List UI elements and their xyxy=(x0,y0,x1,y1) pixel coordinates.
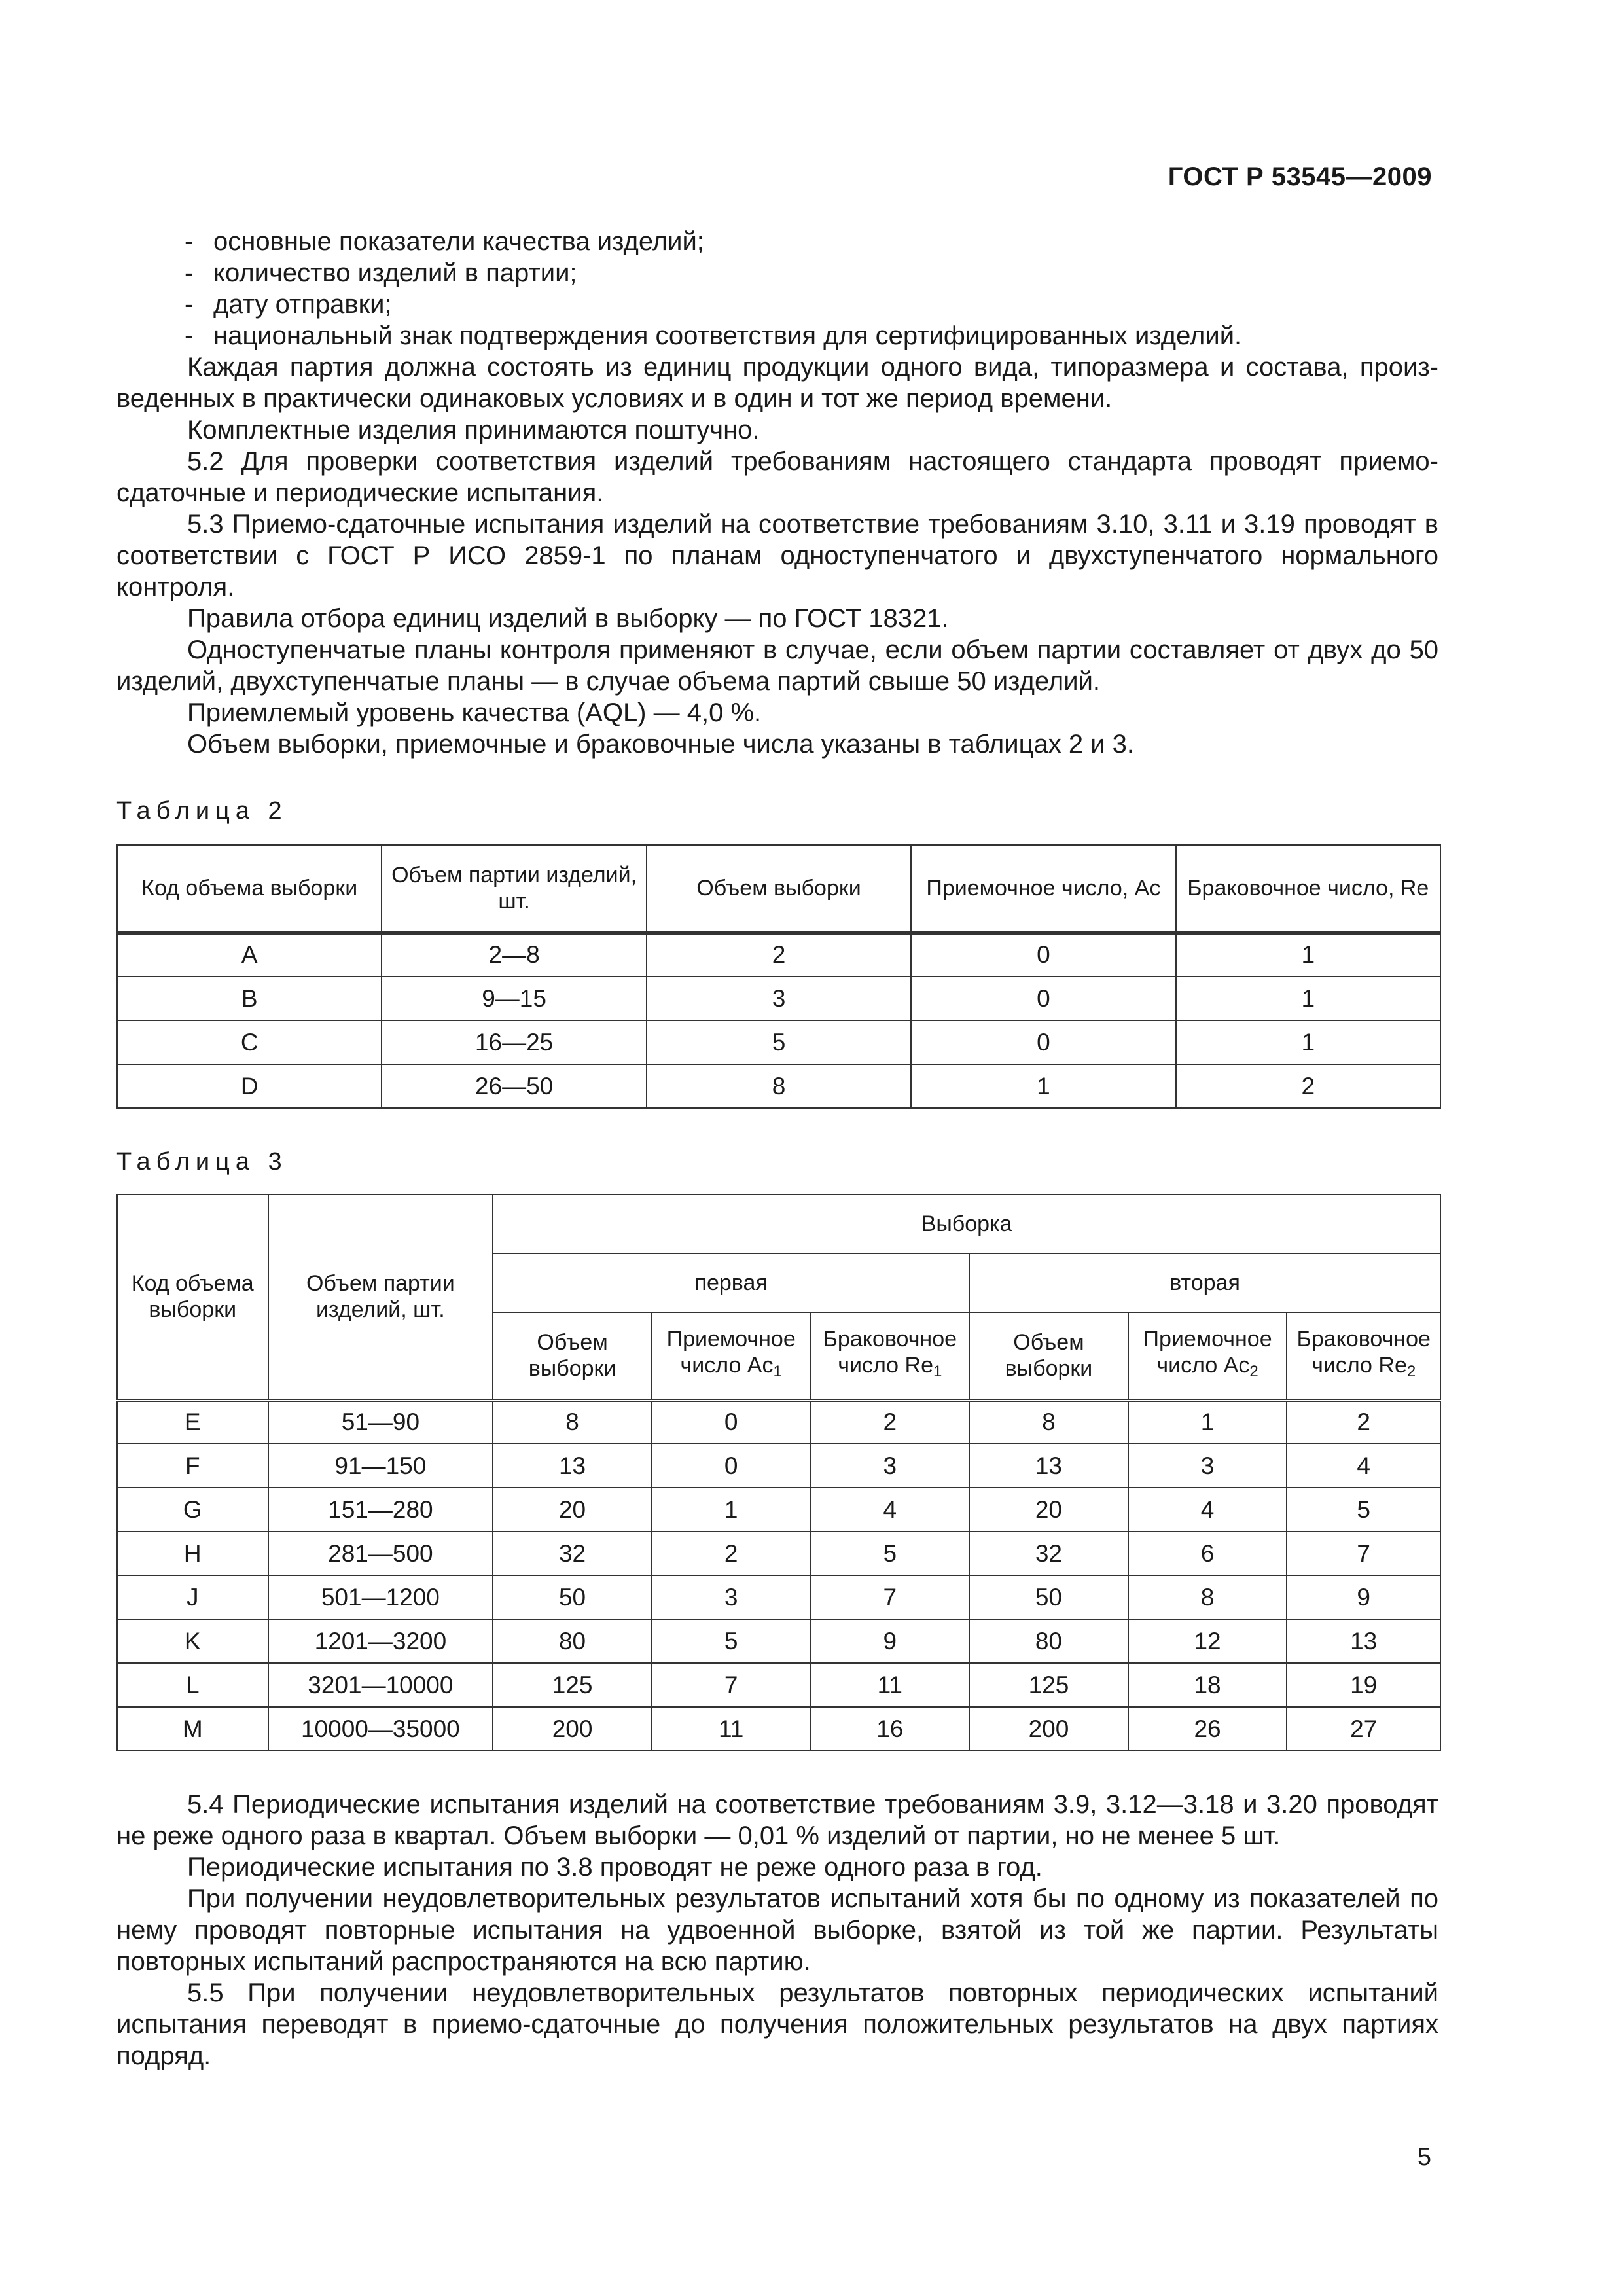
table-cell: 200 xyxy=(969,1707,1128,1751)
table-cell: 13 xyxy=(1287,1619,1440,1663)
table-cell: 3 xyxy=(1128,1444,1287,1488)
table-cell: 12 xyxy=(1128,1619,1287,1663)
table-cell: 0 xyxy=(652,1444,811,1488)
table-cell: 27 xyxy=(1287,1707,1440,1751)
table-cell: K xyxy=(117,1619,268,1663)
table-cell: 0 xyxy=(652,1400,811,1444)
table-header-cell: Объем выборки xyxy=(647,845,911,933)
table-cell: 501—1200 xyxy=(268,1575,493,1619)
table-header-cell: Объем партии изделий, шт. xyxy=(382,845,646,933)
table-3 xyxy=(116,1194,1441,1751)
list-item: - основные показатели качества изделий; xyxy=(185,227,704,256)
table-cell: 20 xyxy=(969,1488,1128,1532)
table-cell: 1 xyxy=(911,1064,1175,1108)
table-cell: 10000—35000 xyxy=(268,1707,493,1751)
table-cell: 5 xyxy=(652,1619,811,1663)
table-cell: J xyxy=(117,1575,268,1619)
page-number: 5 xyxy=(1417,2144,1431,2171)
document-code: ГОСТ Р 53545—2009 xyxy=(1168,162,1432,191)
table-cell: F xyxy=(117,1444,268,1488)
table-cell: 2 xyxy=(1287,1400,1440,1444)
table-header-cell: Браковочное число $Re_1$ xyxy=(811,1312,970,1400)
table-row xyxy=(117,1444,1440,1488)
paragraph: Периодические испытания по 3.8 проводят не реже одного раза в год. xyxy=(187,1853,1043,1882)
table-cell: 8 xyxy=(493,1400,652,1444)
table-2 xyxy=(116,844,1441,1109)
table-cell: 4 xyxy=(1128,1488,1287,1532)
table-row xyxy=(117,1707,1440,1751)
table-cell: 5 xyxy=(1287,1488,1440,1532)
table-cell: 32 xyxy=(969,1532,1128,1575)
table-cell: 9 xyxy=(1287,1575,1440,1619)
table-row xyxy=(117,977,1440,1020)
table2-caption: Таблица 2 xyxy=(116,797,288,825)
list-item: - национальный знак подтверждения соответствия для сертифицированных изделий. xyxy=(185,321,1242,350)
table-cell: 1 xyxy=(1128,1400,1287,1444)
table-cell: 1 xyxy=(1176,977,1440,1020)
table-cell: 26 xyxy=(1128,1707,1287,1751)
table-cell: 6 xyxy=(1128,1532,1287,1575)
table-cell: 2 xyxy=(652,1532,811,1575)
table-cell: 13 xyxy=(493,1444,652,1488)
table-cell: M xyxy=(117,1707,268,1751)
table-cell: 2 xyxy=(647,933,911,977)
list-item: - дату отправки; xyxy=(185,290,392,319)
table-cell: 11 xyxy=(652,1707,811,1751)
table-cell: 125 xyxy=(493,1663,652,1707)
table-cell: 19 xyxy=(1287,1663,1440,1707)
table-header-row xyxy=(117,1194,1440,1253)
table-cell: C xyxy=(117,1020,382,1064)
table-header-cell: Код объема выборки xyxy=(117,1194,268,1400)
table-cell: 11 xyxy=(811,1663,970,1707)
paragraph: При получении неудовлетворительных результатов испытаний хотя бы по одному из показателей по нему проводят повторные испытания на удвоенной выборке, взятой из той же партии. Результаты повторных испытаний распространяются на всю партию. xyxy=(116,1884,1438,1976)
table-header-cell: Браковочное число, Re xyxy=(1176,845,1440,933)
table-cell: L xyxy=(117,1663,268,1707)
table3-caption: Таблица 3 xyxy=(116,1148,288,1175)
table-cell: 4 xyxy=(1287,1444,1440,1488)
table-row xyxy=(117,1020,1440,1064)
list-item: - количество изделий в партии; xyxy=(185,259,577,287)
paragraph: Приемлемый уровень качества (AQL) — 4,0 %. xyxy=(187,698,762,727)
table-header-cell: первая xyxy=(493,1253,969,1312)
table-header-row xyxy=(117,845,1440,933)
table-cell: 200 xyxy=(493,1707,652,1751)
table-cell: 0 xyxy=(911,977,1175,1020)
paragraph: Комплектные изделия принимаются поштучно. xyxy=(187,416,760,444)
paragraph: 5.2 Для проверки соответствия изделий требованиям настоящего стандарта проводят приемосдаточные и периодические испытания. xyxy=(116,447,1438,507)
table-cell: 80 xyxy=(493,1619,652,1663)
table-cell: 8 xyxy=(1128,1575,1287,1619)
table-cell: 5 xyxy=(811,1532,970,1575)
table-cell: 3201—10000 xyxy=(268,1663,493,1707)
table-cell: 7 xyxy=(1287,1532,1440,1575)
table-cell: 281—500 xyxy=(268,1532,493,1575)
table-cell: 8 xyxy=(647,1064,911,1108)
table-row xyxy=(117,933,1440,977)
table-cell: 0 xyxy=(911,933,1175,977)
table-cell: 2—8 xyxy=(382,933,646,977)
table-row xyxy=(117,1064,1440,1108)
paragraph: 5.4 Периодические испытания изделий на соответствие требованиям 3.9, 3.12—3.18 и 3.20 проводят не реже одного раза в квартал. Объем выборки — 0,01 % изделий от партии, но не менее 5 шт. xyxy=(116,1790,1438,1850)
table-cell: 8 xyxy=(969,1400,1128,1444)
table-header-cell: Код объема выборки xyxy=(117,845,382,933)
table-cell: 3 xyxy=(647,977,911,1020)
table-cell: 2 xyxy=(1176,1064,1440,1108)
table-cell: 4 xyxy=(811,1488,970,1532)
table-header-cell: Выборка xyxy=(493,1194,1440,1253)
table-cell: 1 xyxy=(652,1488,811,1532)
table-row xyxy=(117,1575,1440,1619)
table-cell: 1201—3200 xyxy=(268,1619,493,1663)
table-row xyxy=(117,1488,1440,1532)
paragraph: Каждая партия должна состоять из единиц продукции одного вида, типоразмера и состава, произведенных в практически одинаковых условиях и в один и тот же период времени. xyxy=(116,353,1438,413)
table-cell: 80 xyxy=(969,1619,1128,1663)
table-row xyxy=(117,1532,1440,1575)
table-cell: 16 xyxy=(811,1707,970,1751)
table-cell: 20 xyxy=(493,1488,652,1532)
table-cell: 32 xyxy=(493,1532,652,1575)
table-cell: 3 xyxy=(652,1575,811,1619)
table-header-cell: Объем выборки xyxy=(493,1312,652,1400)
paragraph: Объем выборки, приемочные и браковочные числа указаны в таблицах 2 и 3. xyxy=(187,730,1135,759)
table-cell: E xyxy=(117,1400,268,1444)
table-header-cell: Приемочное число, Ac xyxy=(911,845,1175,933)
table-header-cell: Объем партии изделий, шт. xyxy=(268,1194,493,1400)
table-cell: 7 xyxy=(811,1575,970,1619)
closing-section xyxy=(116,1789,1438,2072)
table-cell: 151—280 xyxy=(268,1488,493,1532)
table-cell: 1 xyxy=(1176,1020,1440,1064)
table-cell: 0 xyxy=(911,1020,1175,1064)
paragraph: Правила отбора единиц изделий в выборку — по ГОСТ 18321. xyxy=(187,604,949,633)
table-cell: H xyxy=(117,1532,268,1575)
table-cell: G xyxy=(117,1488,268,1532)
table-cell: B xyxy=(117,977,382,1020)
table-row xyxy=(117,1619,1440,1663)
paragraph: 5.5 При получении неудовлетворительных результатов повторных периодических испытаний испытания переводят в приемо-сдаточные до получения положительных результатов на двух партиях подряд. xyxy=(116,1979,1438,2070)
table-cell: A xyxy=(117,933,382,977)
table-cell: 51—90 xyxy=(268,1400,493,1444)
paragraph: 5.3 Приемо-сдаточные испытания изделий на соответствие требованиям 3.10, 3.11 и 3.19 проводят в соответствии с ГОСТ Р ИСО 2859-1 по планам одноступенчатого и двухступенчатого нормального контроля. xyxy=(116,510,1438,601)
intro-section xyxy=(116,226,1438,760)
table-cell: 18 xyxy=(1128,1663,1287,1707)
table-cell: 16—25 xyxy=(382,1020,646,1064)
table-cell: D xyxy=(117,1064,382,1108)
table-header-cell: Объем выборки xyxy=(969,1312,1128,1400)
table-header-cell: вторая xyxy=(969,1253,1440,1312)
table-cell: 7 xyxy=(652,1663,811,1707)
table-cell: 125 xyxy=(969,1663,1128,1707)
table-cell: 13 xyxy=(969,1444,1128,1488)
table-cell: 5 xyxy=(647,1020,911,1064)
table-cell: 50 xyxy=(493,1575,652,1619)
table-cell: 50 xyxy=(969,1575,1128,1619)
table-cell: 1 xyxy=(1176,933,1440,977)
table-cell: 26—50 xyxy=(382,1064,646,1108)
table-cell: 9 xyxy=(811,1619,970,1663)
table-header-cell: Браковочное число $Re_2$ xyxy=(1287,1312,1440,1400)
table-cell: 3 xyxy=(811,1444,970,1488)
table-header-cell: Приемочное число $Ac_2$ xyxy=(1128,1312,1287,1400)
table-header-cell: Приемочное число $Ac_1$ xyxy=(652,1312,811,1400)
paragraph: Одноступенчатые планы контроля применяют в случае, если объем партии составляет от двух до 50 изделий, двухступенчатые планы — в случае объема партий свыше 50 изделий. xyxy=(116,636,1438,696)
table-cell: 2 xyxy=(811,1400,970,1444)
table-row xyxy=(117,1400,1440,1444)
table-cell: 9—15 xyxy=(382,977,646,1020)
table-cell: 91—150 xyxy=(268,1444,493,1488)
table-row xyxy=(117,1663,1440,1707)
